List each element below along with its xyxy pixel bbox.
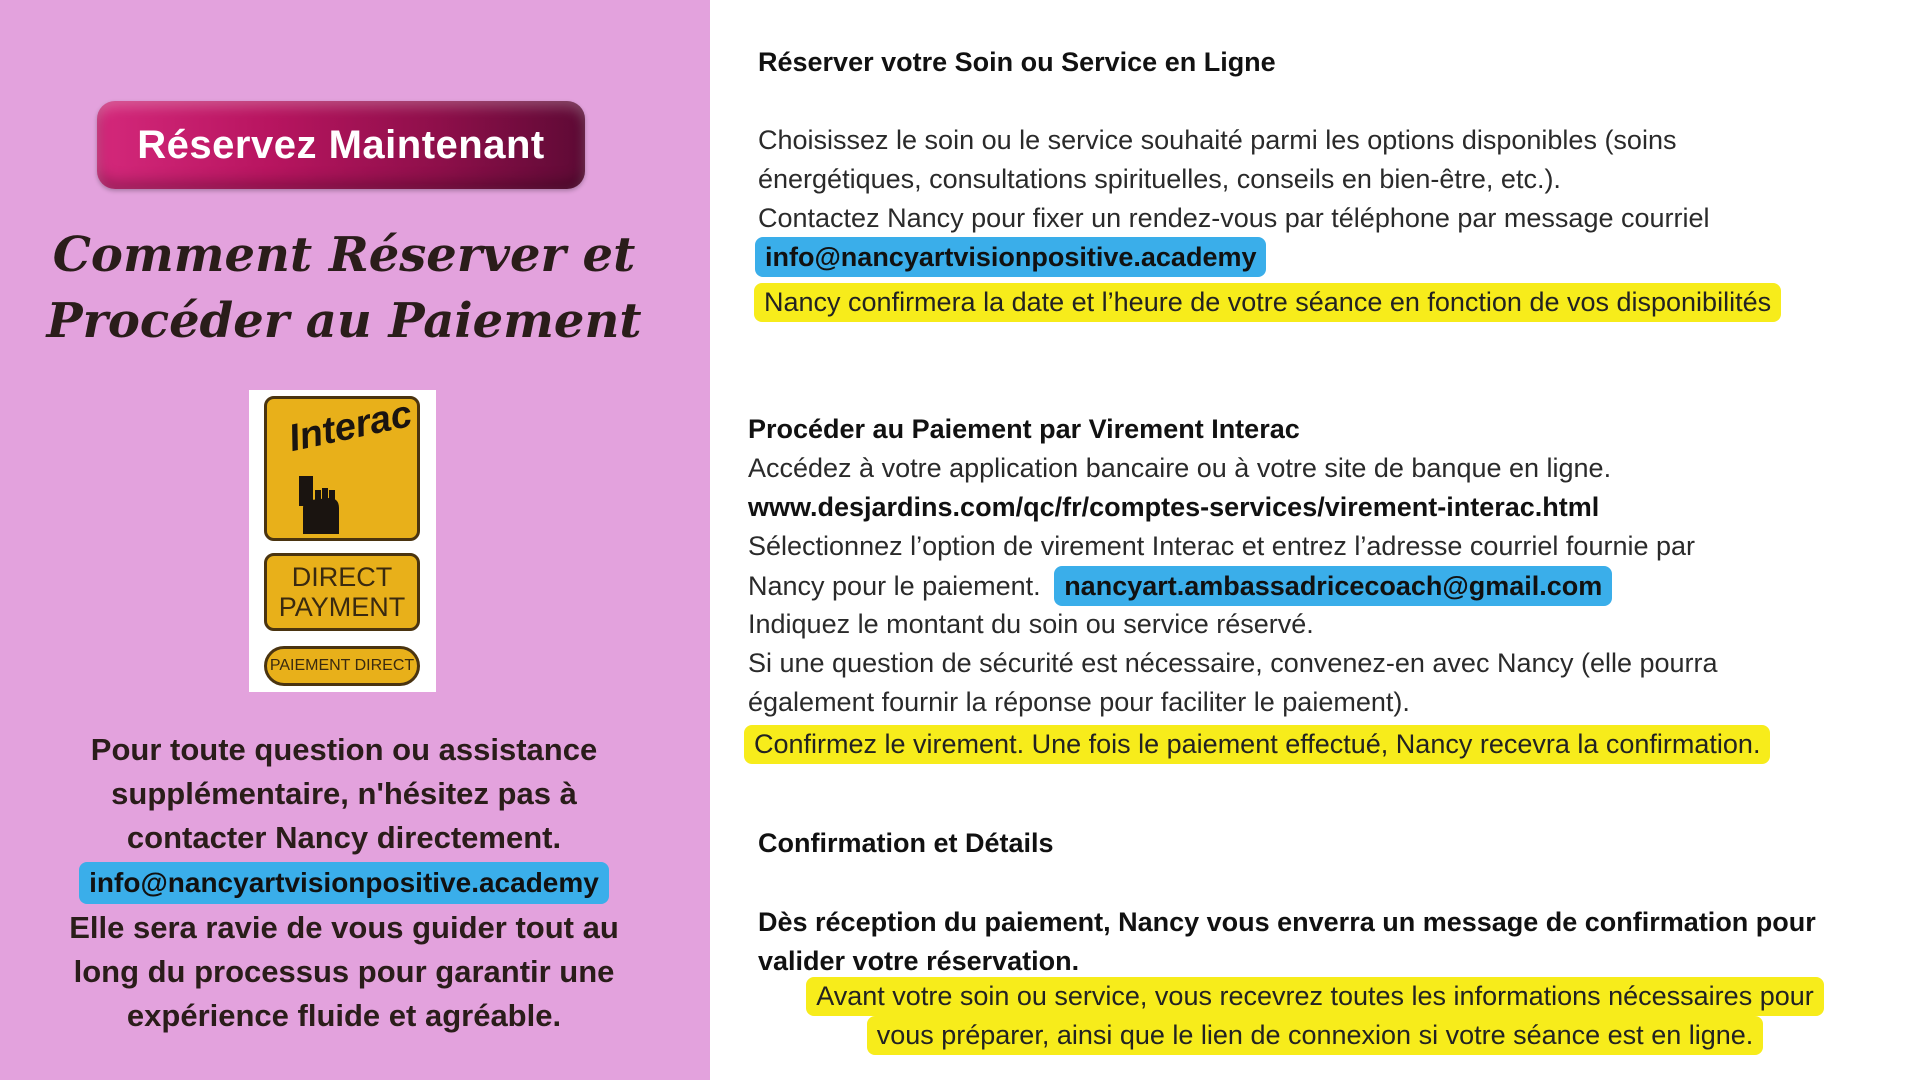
section2-line: Indiquez le montant du soin ou service réservé. bbox=[748, 609, 1314, 639]
assist-line: long du processus pour garantir une bbox=[73, 954, 615, 989]
direct-payment-box bbox=[264, 553, 420, 631]
section2-highlight: Confirmez le virement. Une fois le paiement effectué, Nancy recevra la confirmation. bbox=[744, 725, 1770, 764]
direct-label: DIRECT bbox=[291, 562, 393, 592]
section3-heading: Confirmation et Détails bbox=[758, 828, 1054, 858]
right-panel bbox=[710, 0, 1920, 1080]
assist-email-link[interactable]: info@nancyartvisionpositive.academy bbox=[79, 862, 609, 904]
section1-highlight: Nancy confirmera la date et l’heure de votre séance en fonction de vos disponibilités bbox=[754, 283, 1781, 322]
assist-line: Elle sera ravie de vous guider tout au bbox=[69, 910, 619, 945]
section2-heading: Procéder au Paiement par Virement Interac bbox=[748, 414, 1300, 444]
section3-bold-line: valider votre réservation. bbox=[758, 946, 1080, 976]
paiement-direct-box: PAIEMENT DIRECT bbox=[264, 646, 420, 686]
payment-label: PAYMENT bbox=[278, 592, 406, 622]
left-panel bbox=[0, 0, 710, 1080]
section1-email-link[interactable]: info@nancyartvisionpositive.academy bbox=[755, 237, 1266, 277]
section2-email-link[interactable]: nancyart.ambassadricecoach@gmail.com bbox=[1054, 566, 1612, 606]
section1-line: Choisissez le soin ou le service souhaité parmi les options disponibles (soins bbox=[758, 125, 1677, 155]
reserve-now-button[interactable]: Réservez Maintenant bbox=[97, 101, 585, 189]
section2-line: également fournir la réponse pour faciliter le paiement). bbox=[748, 687, 1410, 717]
section3-bold-line: Dès réception du paiement, Nancy vous enverra un message de confirmation pour bbox=[758, 907, 1816, 937]
section1-line: Contactez Nancy pour fixer un rendez-vous par téléphone par message courriel bbox=[758, 203, 1710, 233]
interac-brand-box bbox=[264, 393, 420, 541]
desjardins-link[interactable]: www.desjardins.com/qc/fr/comptes-services/virement-interac.html bbox=[748, 492, 1600, 522]
interac-wordmark: Interac bbox=[285, 393, 416, 461]
section2-line: Nancy pour le paiement. bbox=[748, 571, 1041, 601]
title-line-2: Procéder au Paiement bbox=[46, 293, 642, 349]
section1-heading: Réserver votre Soin ou Service en Ligne bbox=[758, 47, 1276, 77]
hand-card-icon bbox=[295, 474, 343, 534]
assist-line: Pour toute question ou assistance bbox=[90, 732, 598, 767]
title-line-1: Comment Réserver et bbox=[52, 227, 636, 283]
page-title bbox=[40, 222, 648, 354]
section2-line: Sélectionnez l’option de virement Interac et entrez l’adresse courriel fournie par bbox=[748, 531, 1696, 561]
interac-logo bbox=[249, 390, 436, 692]
section3-highlight-line1: Avant votre soin ou service, vous recevrez toutes les informations nécessaires pour bbox=[806, 977, 1823, 1016]
section2-line: Accédez à votre application bancaire ou à votre site de banque en ligne. bbox=[748, 453, 1612, 483]
section2-line: Si une question de sécurité est nécessaire, convenez-en avec Nancy (elle pourra bbox=[748, 648, 1718, 678]
assist-line: supplémentaire, n'hésitez pas à bbox=[111, 776, 577, 811]
section3-highlight-line2: vous préparer, ainsi que le lien de connexion si votre séance est en ligne. bbox=[867, 1016, 1764, 1055]
assist-line: contacter Nancy directement. bbox=[126, 820, 562, 855]
assistance-text bbox=[30, 728, 658, 1038]
section1-line: énergétiques, consultations spirituelles, conseils en bien-être, etc.). bbox=[758, 164, 1561, 194]
assist-line: expérience fluide et agréable. bbox=[126, 998, 562, 1033]
